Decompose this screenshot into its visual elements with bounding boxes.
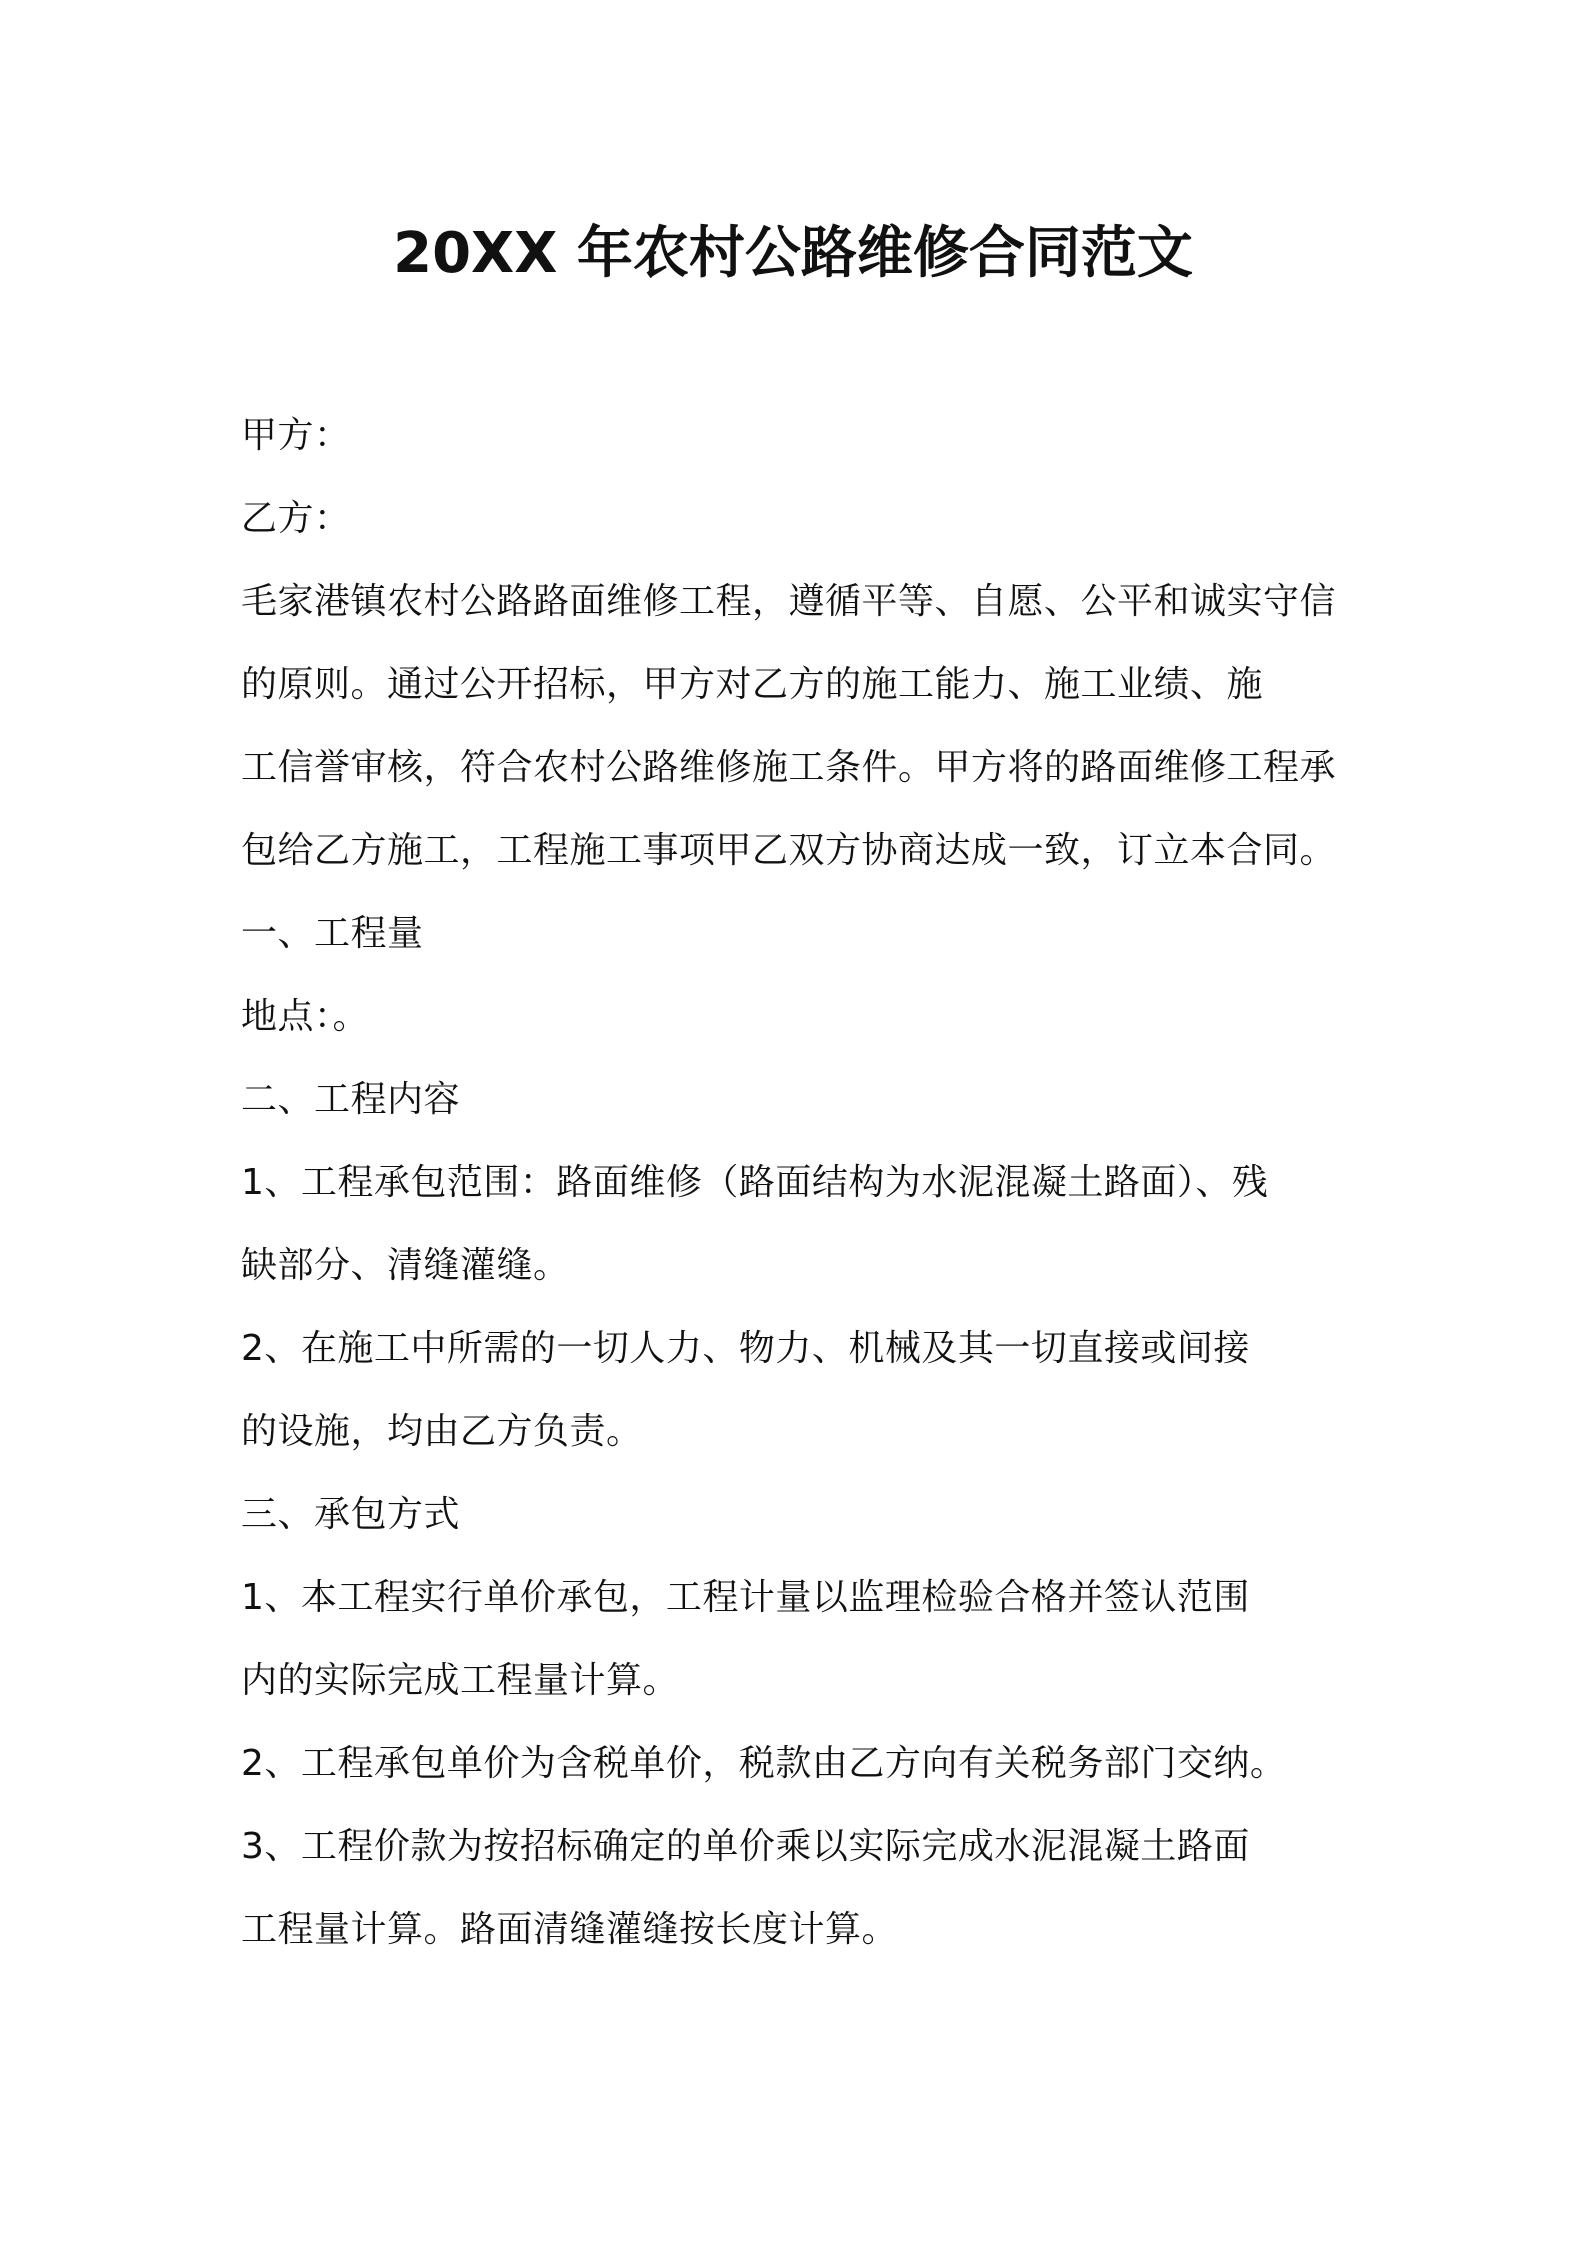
clause-line: 2、工程承包单价为含税单价，税款由乙方向有关税务部门交纳。 [241, 1743, 1287, 1784]
clause-line: 的设施，均由乙方负责。 [241, 1411, 643, 1452]
clause-line: 3、工程价款为按招标确定的单价乘以实际完成水泥混凝土路面 [241, 1826, 1250, 1867]
section-heading-quantity: 一、工程量 [241, 913, 424, 954]
clause-line: 缺部分、清缝灌缝。 [241, 1245, 570, 1286]
party-a-line: 甲方： [241, 415, 351, 456]
paragraph-line: 工信誉审核，符合农村公路维修施工条件。甲方将的路面维修工程承 [241, 747, 1337, 788]
document-title: 20XX 年农村公路维修合同范文 [393, 221, 1193, 286]
section-heading-content: 二、工程内容 [241, 1079, 461, 1120]
party-b-line: 乙方： [241, 498, 351, 539]
clause-line: 1、本工程实行单价承包，工程计量以监理检验合格并签认范围 [241, 1577, 1250, 1618]
location-line: 地点：。 [241, 996, 370, 1037]
paragraph-line: 毛家港镇农村公路路面维修工程，遵循平等、自愿、公平和诚实守信 [241, 581, 1337, 622]
section-heading-contract-method: 三、承包方式 [241, 1494, 461, 1535]
clause-line: 2、在施工中所需的一切人力、物力、机械及其一切直接或间接 [241, 1328, 1250, 1369]
document-body [241, 408, 1361, 1985]
clause-line: 工程量计算。路面清缝灌缝按长度计算。 [241, 1909, 899, 1950]
clause-line: 内的实际完成工程量计算。 [241, 1660, 680, 1701]
paragraph-line: 包给乙方施工，工程施工事项甲乙双方协商达成一致，订立本合同。 [241, 830, 1337, 871]
paragraph-line: 的原则。通过公开招标，甲方对乙方的施工能力、施工业绩、施 [241, 664, 1264, 705]
clause-line: 1、工程承包范围：路面维修（路面结构为水泥混凝土路面）、残 [241, 1162, 1269, 1203]
